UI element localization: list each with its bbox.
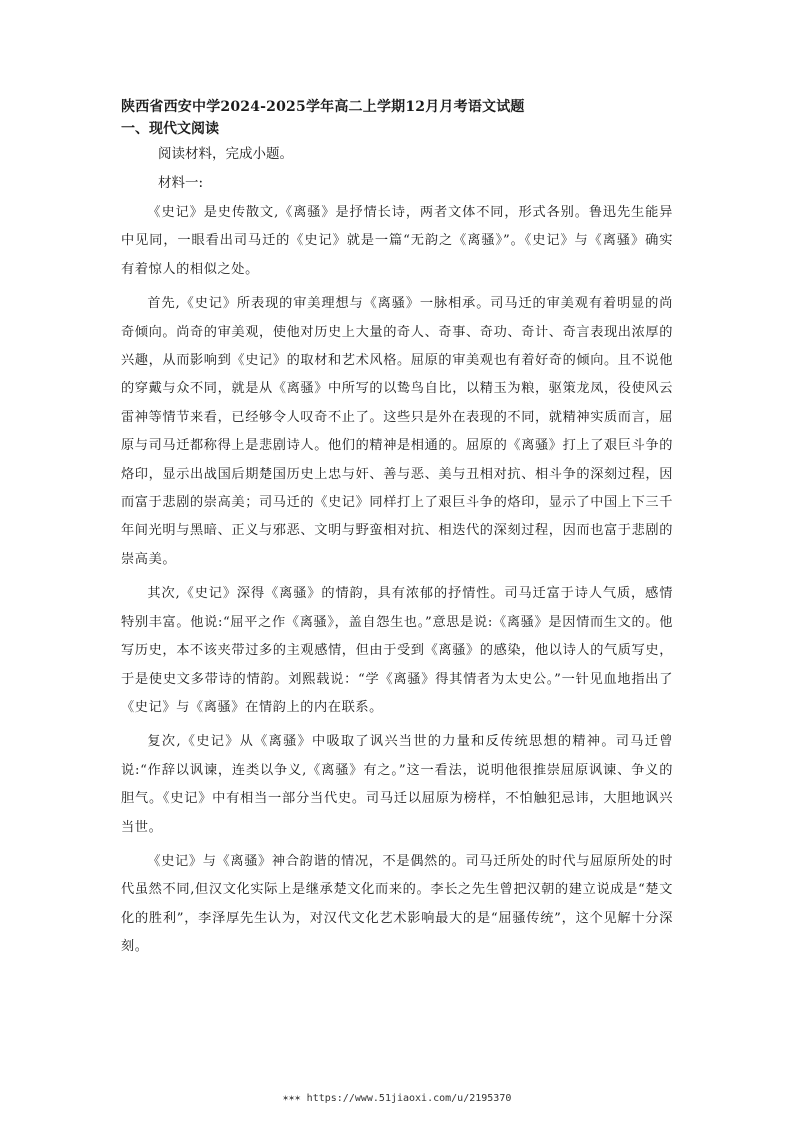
- reading-instruction: 阅读材料，完成小题。: [158, 146, 293, 162]
- material-label: 材料一:: [158, 175, 204, 191]
- paragraph-4: 复次,《史记》从《离骚》中吸取了讽兴当世的力量和反传统思想的精神。司马迁曾说:“作辞以讽谏，连类以争义,《离骚》有之。”这一看法，说明他很推崇屈原讽谏、争义的胆气。《史记》中有相当一部分当代史。司马迁以屈原为榜样，不怕触犯忌讳，大胆地讽兴当世。: [121, 734, 673, 835]
- paragraph-1: 《史记》是史传散文,《离骚》是抒情长诗，两者文体不同，形式各别。鲁迅先生能异中见同，一眼看出司马迁的《史记》就是一篇“无韵之《离骚》”。《史记》与《离骚》确实有着惊人的相似之处。: [121, 205, 673, 277]
- page-footer: [0, 1093, 794, 1104]
- paragraph-3: 其次,《史记》深得《离骚》的情韵，具有浓郁的抒情性。司马迁富于诗人气质，感情特别丰富。他说:“屈平之作《离骚》，盖自怨生也。”意思是说:《离骚》是因情而生文的。他写历史，本不该夹带过多的主观感情，但由于受到《离骚》的感染，他以诗人的气质写史，于是使史文多带诗的情韵。刘熙载说：“学《离骚》得其情者为太史公。”一针见血地指出了《史记》与《离骚》在情韵上的内在联系。: [121, 586, 673, 715]
- paragraph-5: 《史记》与《离骚》神合韵谐的情况，不是偶然的。司马迁所处的时代与屈原所处的时代虽然不同,但汉文化实际上是继承楚文化而来的。李长之先生曾把汉朝的建立说成是“楚文化的胜利”，李泽厚先生认为，对汉代文化艺术影响最大的是“屈骚传统”，这个见解十分深刻。: [121, 853, 673, 955]
- footer-logo-mark: ✶✶✶: [282, 1093, 301, 1104]
- paragraph-2: 首先,《史记》所表现的审美理想与《离骚》一脉相承。司马迁的审美观有着明显的尚奇倾向。尚奇的审美观，使他对历史上大量的奇人、奇事、奇功、奇计、奇言表现出浓厚的兴趣，从而影响到《史记》的取材和艺术风格。屈原的审美观也有着好奇的倾向。且不说他的穿戴与众不同，就是从《离骚》中所写的以鸷鸟自比，以精玉为粮，驱策龙凤，役使风云雷神等情节来看，已经够令人叹奇不止了。这些只是外在表现的不同，就精神实质而言，屈原与司马迁都称得上是悲剧诗人。他们的精神是相通的。屈原的《离骚》打上了艰巨斗争的烙印，显示出战国后期楚国历史上忠与奸、善与恶、美与丑相对抗、相斗争的深刻过程，因而富于悲剧的崇高美；司马迁的《史记》同样打上了艰巨斗争的烙印，显示了中国上下三千年间光明与黑暗、正义与邪恶、文明与野蛮相对抗、相迭代的深刻过程，因而也富于悲剧的崇高美。: [121, 296, 673, 567]
- section-heading: 一、现代文阅读: [121, 121, 219, 137]
- passage-body: [121, 199, 673, 968]
- footer-url[interactable]: https://www.51jiaoxi.com/u/2195370: [306, 1093, 512, 1104]
- document-title: 陕西省西安中学2024-2025学年高二上学期12月月考语文试题: [121, 99, 525, 115]
